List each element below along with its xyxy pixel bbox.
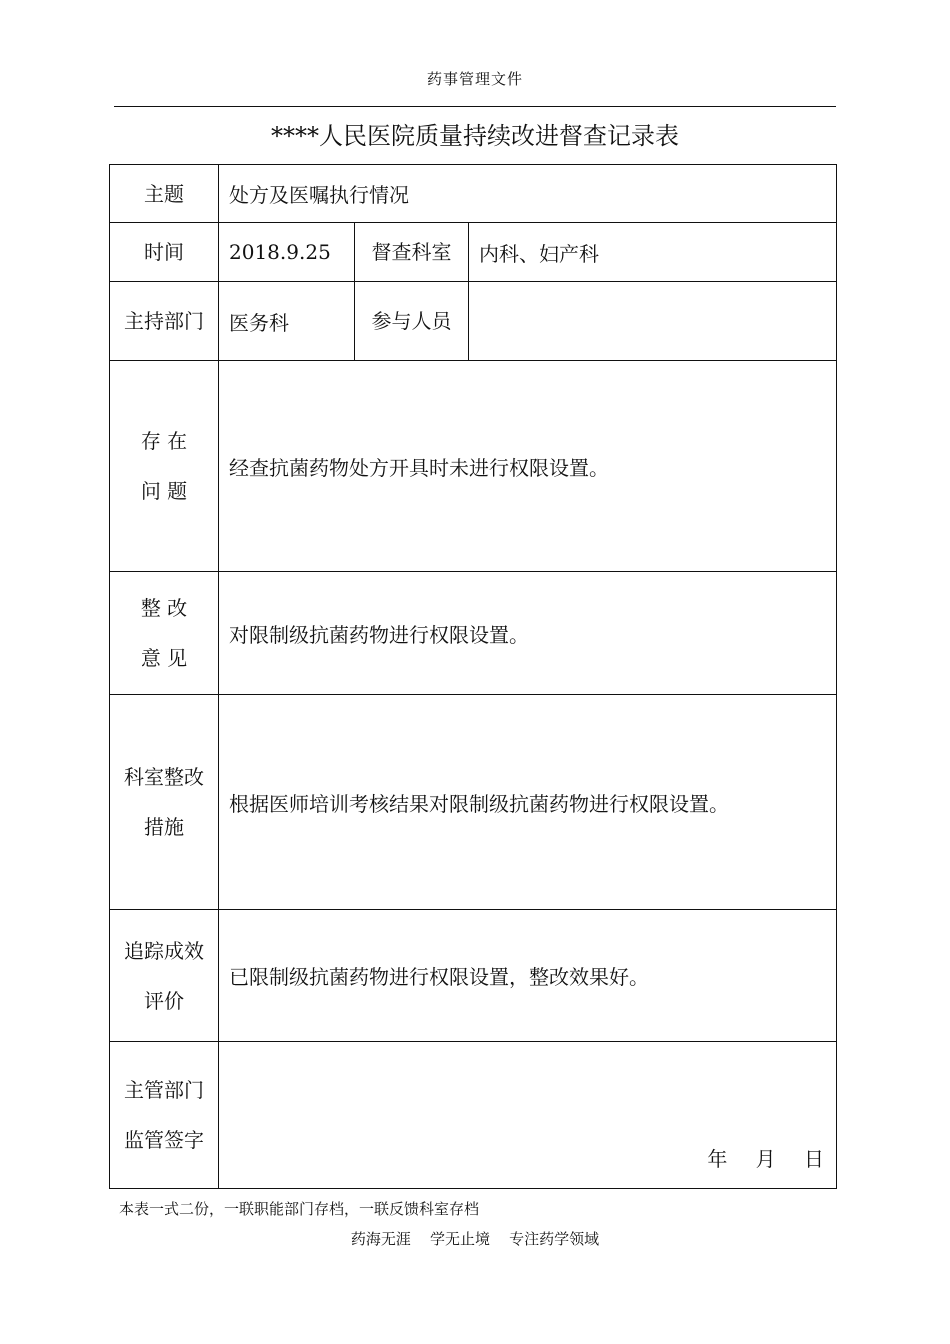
participants-value: [469, 282, 837, 361]
inspect-dept-value: 内科、妇产科: [469, 223, 837, 282]
date-month: 月: [755, 1147, 776, 1171]
table-row-subject: [110, 165, 837, 223]
table-row-issues: [110, 361, 837, 572]
host-dept-label: 主持部门: [110, 282, 219, 361]
tracking-value: 已限制级抗菌药物进行权限设置，整改效果好。: [219, 910, 837, 1042]
participants-label: 参与人员: [355, 282, 469, 361]
table-row-measures: [110, 695, 837, 910]
table-row-supervisor: [110, 1042, 837, 1189]
date-year: 年: [707, 1147, 728, 1171]
page-footer: 药海无涯 学无止境 专注药学领域: [350, 1230, 600, 1248]
measures-label-line1: 科室整改: [124, 765, 204, 789]
opinion-value: 对限制级抗菌药物进行权限设置。: [219, 572, 837, 695]
table-row-tracking: [110, 910, 837, 1042]
tracking-label-line1: 追踪成效: [124, 938, 204, 963]
time-label: 时间: [110, 223, 219, 282]
record-table: [109, 164, 837, 1189]
footnote: 本表一式二份，一联职能部门存档，一联反馈科室存档: [119, 1200, 480, 1218]
host-dept-value: 医务科: [219, 282, 355, 361]
issues-value: 经查抗菌药物处方开具时未进行权限设置。: [219, 361, 837, 572]
issues-label-line1: 存 在: [140, 429, 188, 453]
table-row-time: [110, 223, 837, 282]
measures-label-line2: 措施: [144, 815, 184, 839]
supervisor-label-line2: 监管签字: [124, 1128, 204, 1152]
supervisor-label: [110, 1042, 219, 1189]
signature-date: [685, 1143, 824, 1172]
tracking-label-line2: 评价: [144, 988, 184, 1013]
time-value: 2018.9.25: [219, 223, 355, 282]
issues-label: [110, 361, 219, 572]
page-header: 药事管理文件: [426, 70, 523, 88]
signature-cell: [219, 1042, 837, 1189]
table-row-host: [110, 282, 837, 361]
measures-value: 根据医师培训考核结果对限制级抗菌药物进行权限设置。: [219, 695, 837, 910]
subject-label: 主题: [110, 165, 219, 223]
supervisor-label-line1: 主管部门: [124, 1078, 204, 1102]
issues-label-line2: 问 题: [140, 479, 188, 503]
inspect-dept-label: 督查科室: [355, 223, 469, 282]
tracking-label: [110, 910, 219, 1042]
opinion-label: [110, 572, 219, 695]
header-divider: [114, 106, 836, 107]
opinion-label-line1: 整 改: [140, 596, 188, 620]
date-day: 日: [804, 1147, 825, 1171]
measures-label: [110, 695, 219, 910]
table-row-opinion: [110, 572, 837, 695]
subject-value: 处方及医嘱执行情况: [219, 165, 837, 223]
document-title: ****人民医院质量持续改进督查记录表: [271, 122, 679, 150]
opinion-label-line2: 意 见: [140, 646, 188, 670]
